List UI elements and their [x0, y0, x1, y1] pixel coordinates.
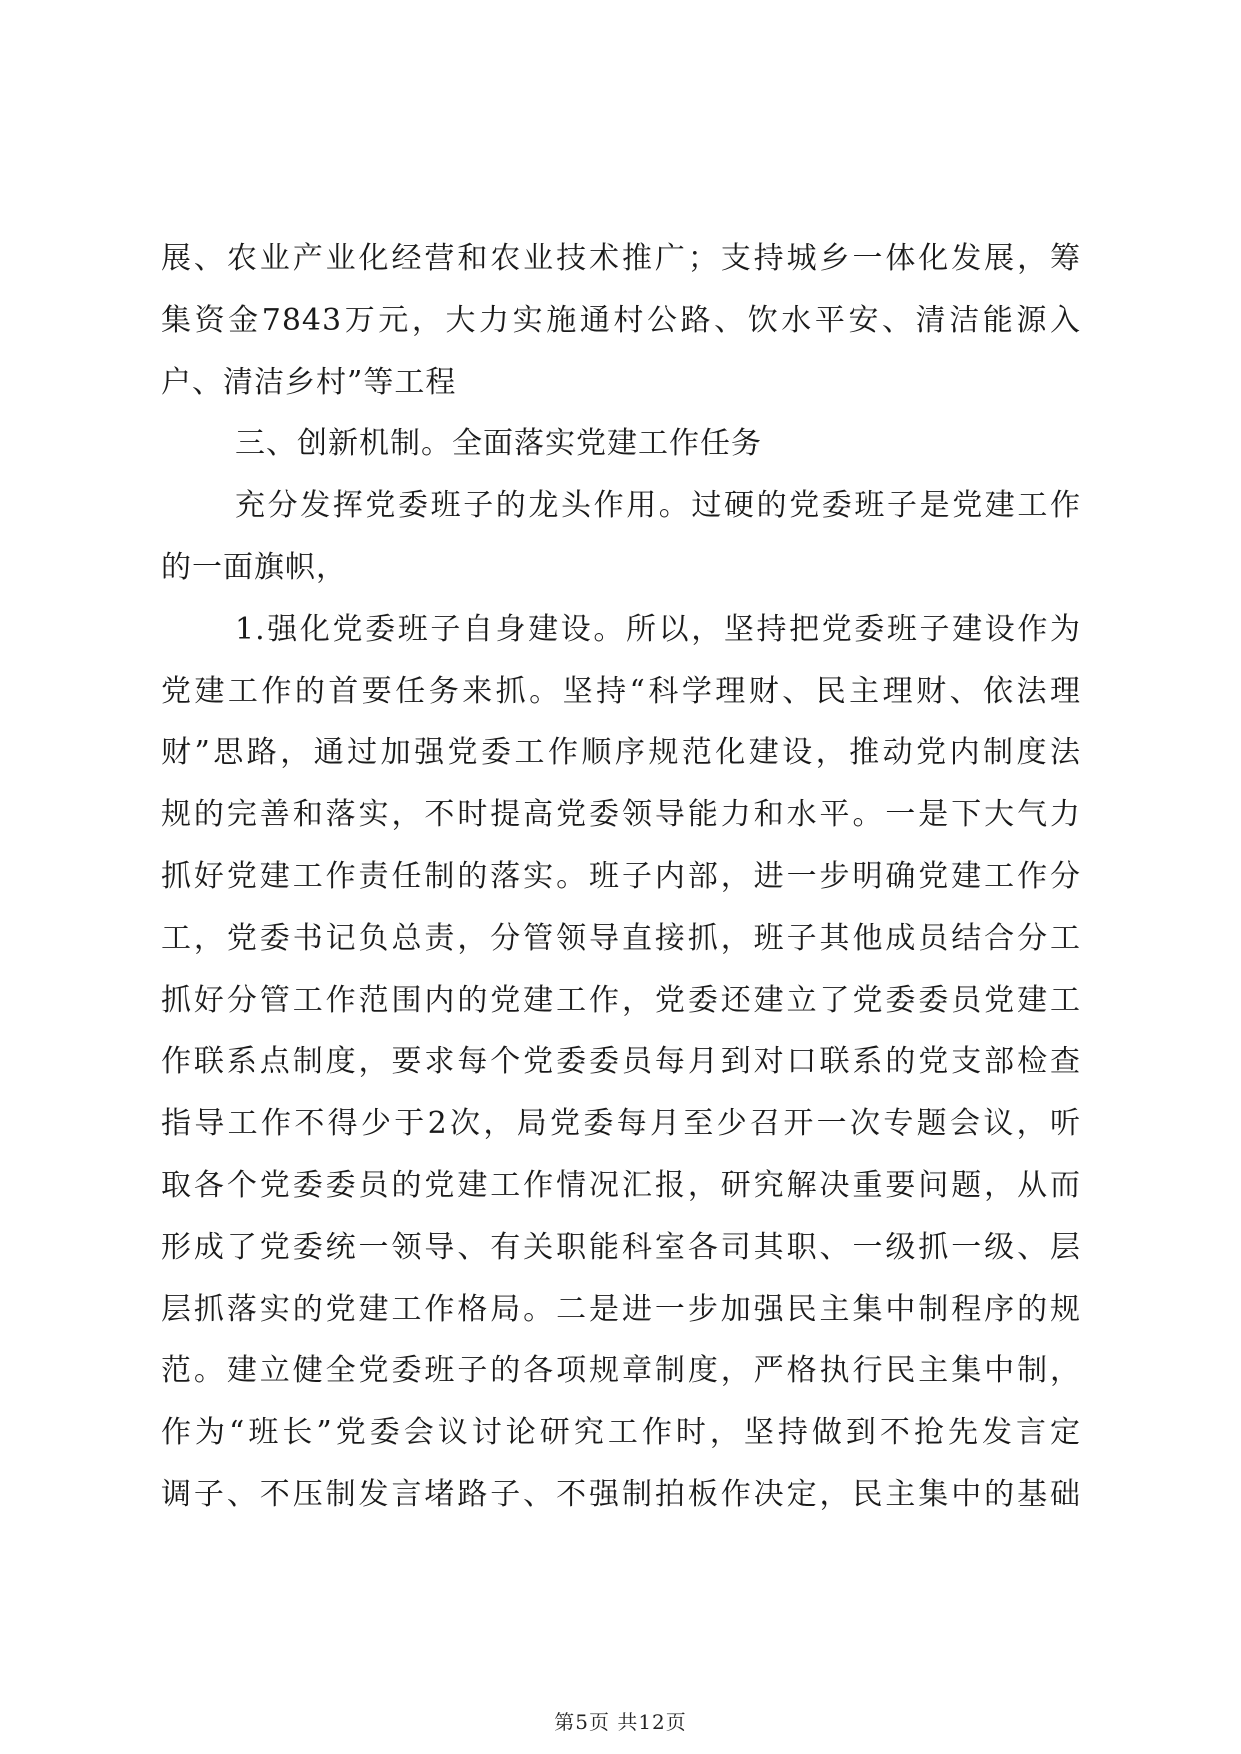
text-line: 层抓落实的党建工作格局。二是进一步加强民主集中制程序的规: [161, 1291, 1081, 1327]
paragraph-item-1: [161, 599, 1081, 1526]
text-line: 指导工作不得少于2次，局党委每月至少召开一次专题会议，听: [161, 1106, 1081, 1142]
text-line: 财”思路，通过加强党委工作顺序规范化建设，推动党内制度法: [161, 735, 1081, 771]
heading-text: 三、创新机制。全面落实党建工作任务: [235, 426, 762, 462]
text-line: 抓好分管工作范围内的党建工作，党委还建立了党委委员党建工: [161, 982, 1081, 1018]
text-line: 1.强化党委班子自身建设。所以，坚持把党委班子建设作为: [235, 611, 1081, 647]
text-line: 作联系点制度，要求每个党委委员每月到对口联系的党支部检查: [161, 1044, 1081, 1080]
text-line: 规的完善和落实，不时提高党委领导能力和水平。一是下大气力: [161, 797, 1081, 833]
text-line: 范。建立健全党委班子的各项规章制度，严格执行民主集中制，: [161, 1353, 1081, 1389]
text-line: 形成了党委统一领导、有关职能科室各司其职、一级抓一级、层: [161, 1229, 1081, 1265]
text-line: 展、农业产业化经营和农业技术推广；支持城乡一体化发展，筹: [161, 241, 1081, 276]
document-body: [161, 228, 1081, 1526]
text-line: 工，党委书记负总责，分管领导直接抓，班子其他成员结合分工: [161, 920, 1081, 956]
paragraph-continuation: [161, 228, 1081, 413]
text-line: 充分发挥党委班子的龙头作用。过硬的党委班子是党建工作: [235, 488, 1081, 524]
text-line: 调子、不压制发言堵路子、不强制拍板作决定，民主集中的基础: [161, 1476, 1081, 1512]
text-line: 的一面旗帜，: [161, 549, 347, 585]
text-line: 抓好党建工作责任制的落实。班子内部，进一步明确党建工作分: [161, 858, 1081, 894]
text-line: 作为“班长”党委会议讨论研究工作时，坚持做到不抢先发言定: [161, 1415, 1081, 1451]
text-line: 取各个党委委员的党建工作情况汇报，研究解决重要问题，从而: [161, 1167, 1081, 1203]
text-line: 户、清洁乡村”等工程: [161, 364, 457, 400]
text-line: 党建工作的首要任务来抓。坚持“科学理财、民主理财、依法理: [161, 673, 1081, 709]
page-number-footer: 第5页 共12页: [554, 1710, 687, 1734]
paragraph-leading-role: [161, 475, 1081, 599]
section-heading: [161, 413, 1081, 475]
text-line: 集资金7843万元，大力实施通村公路、饮水平安、清洁能源入: [161, 302, 1081, 338]
